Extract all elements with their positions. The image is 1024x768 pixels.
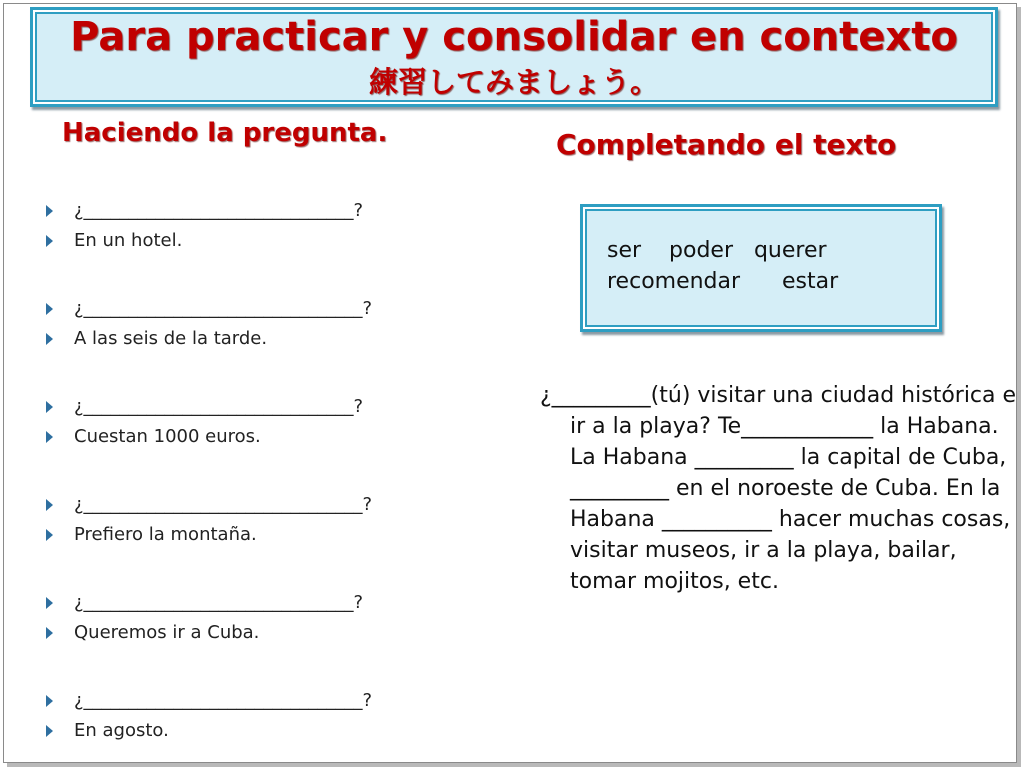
bullet-arrow-icon xyxy=(46,401,53,413)
word-bank-line: ser poder querer xyxy=(607,238,827,263)
answer-item xyxy=(46,226,372,256)
bullet-arrow-icon xyxy=(46,529,53,541)
bullet-arrow-icon xyxy=(46,499,53,511)
bullet-arrow-icon xyxy=(46,627,53,639)
question-blank: ¿______________________________? xyxy=(74,592,364,613)
answer-text: En agosto. xyxy=(74,720,169,741)
question-item xyxy=(46,294,372,324)
question-blank: ¿_______________________________? xyxy=(74,494,373,515)
bullet-arrow-icon xyxy=(46,597,53,609)
answer-item xyxy=(46,324,372,354)
bullet-arrow-icon xyxy=(46,235,53,247)
slide-subtitle: 練習してみましょう。 xyxy=(368,65,659,99)
question-item xyxy=(46,196,372,226)
answer-text: Prefiero la montaña. xyxy=(74,524,257,545)
bullet-arrow-icon xyxy=(46,303,53,315)
question-item xyxy=(46,490,372,520)
answer-text: A las seis de la tarde. xyxy=(74,328,268,349)
word-bank-box xyxy=(580,204,942,332)
title-box xyxy=(30,7,998,107)
bullet-arrow-icon xyxy=(46,333,53,345)
answer-item xyxy=(46,520,372,550)
answer-text: Cuestan 1000 euros. xyxy=(74,426,261,447)
question-blank: ¿_______________________________? xyxy=(74,298,373,319)
bullet-arrow-icon xyxy=(46,431,53,443)
answer-item xyxy=(46,618,372,648)
cloze-paragraph: ¿_________(tú) visitar una ciudad histórica e ir a la playa? Te____________ la Habana. La Habana _________ la capital de Cuba, _________ en el noroeste de Cuba. En la Habana __________ hacer muchas cosas, visitar museos, ir a la playa, bailar, tomar mojitos, etc. xyxy=(540,383,1017,594)
answer-text: Queremos ir a Cuba. xyxy=(74,622,260,643)
bullet-arrow-icon xyxy=(46,695,53,707)
answer-item xyxy=(46,422,372,452)
question-item xyxy=(46,686,372,716)
answer-text: En un hotel. xyxy=(74,230,183,251)
word-bank xyxy=(607,235,838,297)
answer-item xyxy=(46,716,372,746)
question-blank: ¿_______________________________? xyxy=(74,690,373,711)
word-bank-line: recomendar estar xyxy=(607,269,839,294)
left-section-heading: Haciendo la pregunta. xyxy=(62,118,388,148)
slide-title: Para practicar y consolidar en contexto xyxy=(70,14,958,60)
question-item xyxy=(46,392,372,422)
question-blank: ¿______________________________? xyxy=(74,200,364,221)
bullet-arrow-icon xyxy=(46,725,53,737)
question-list xyxy=(46,196,372,746)
question-blank: ¿______________________________? xyxy=(74,396,364,417)
right-section-heading: Completando el texto xyxy=(556,128,897,161)
question-item xyxy=(46,588,372,618)
bullet-arrow-icon xyxy=(46,205,53,217)
